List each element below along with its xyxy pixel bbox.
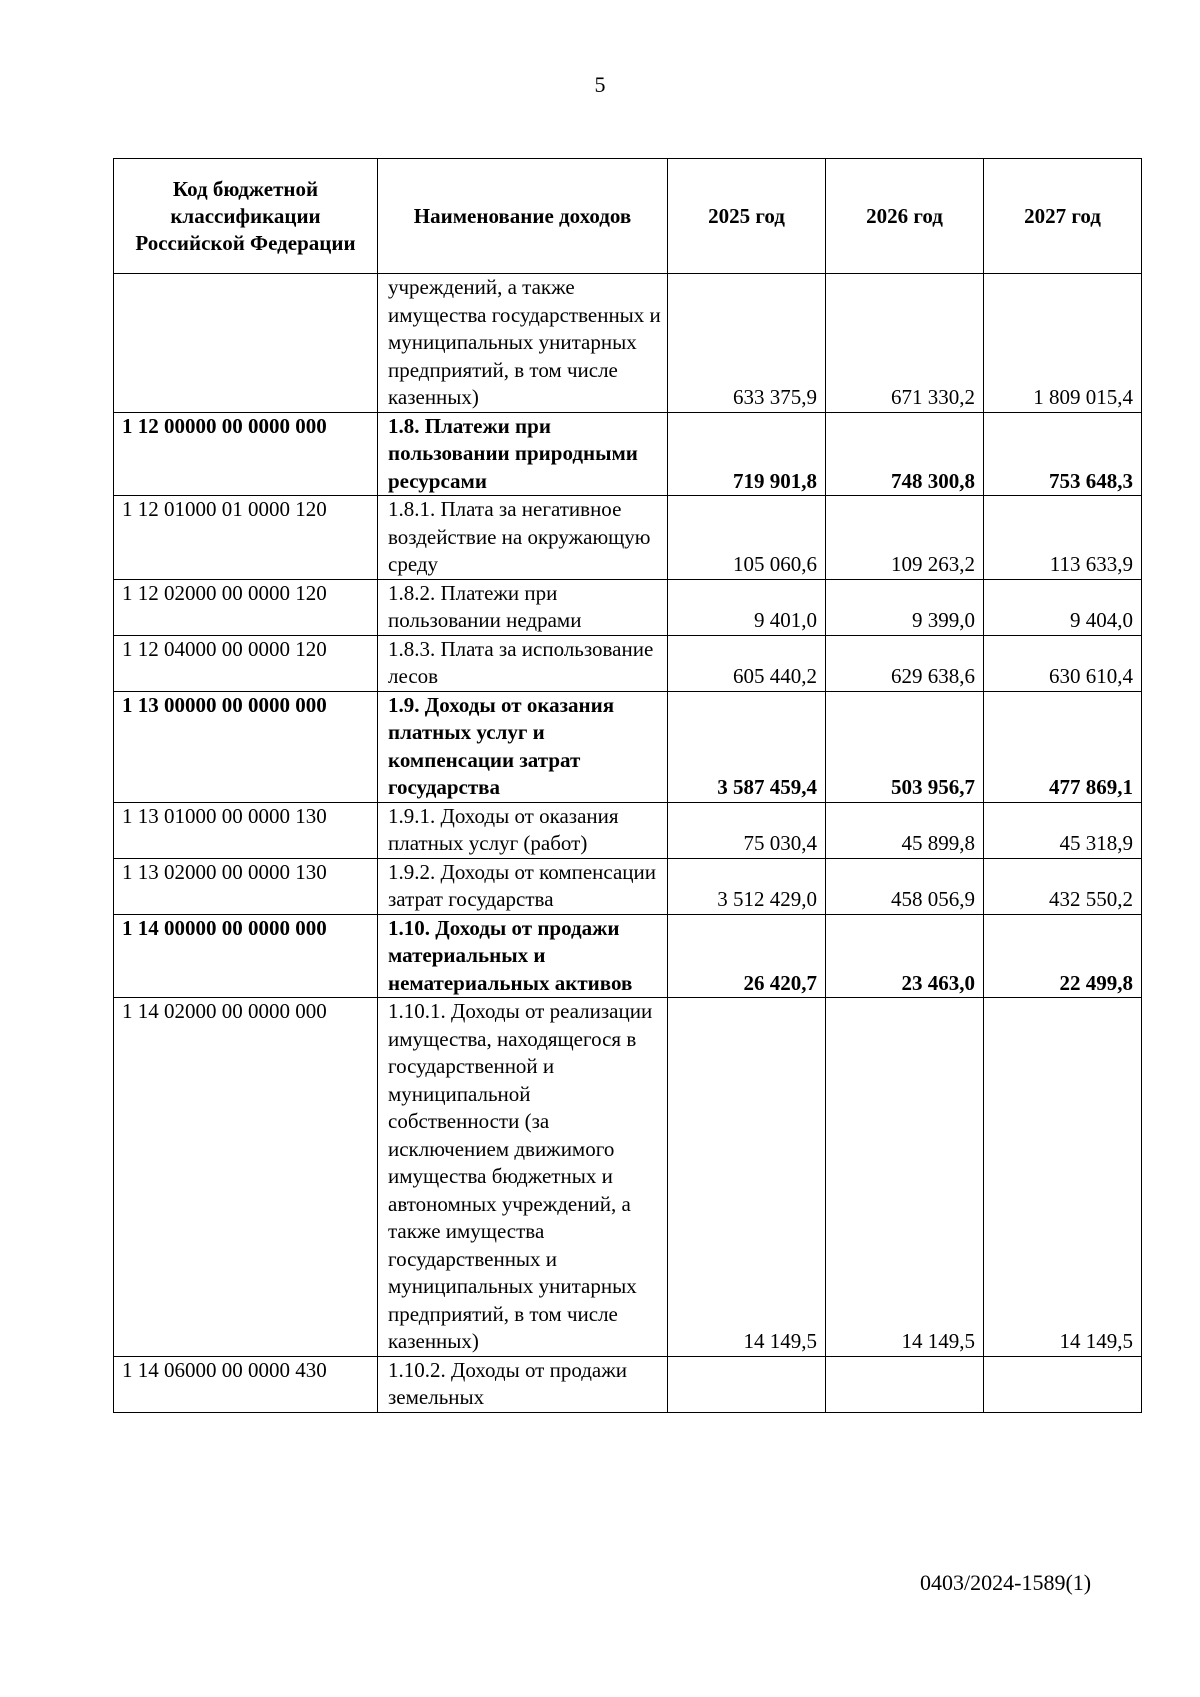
cell-code: 1 14 00000 00 0000 000 <box>114 914 378 998</box>
cell-2025: 605 440,2 <box>668 635 826 691</box>
table-header-row <box>114 159 1142 274</box>
cell-code: 1 12 00000 00 0000 000 <box>114 412 378 496</box>
cell-name: 1.8.2. Платежи при пользовании недрами <box>378 579 668 635</box>
table-row <box>114 412 1142 496</box>
cell-2025 <box>668 1356 826 1412</box>
cell-2027: 630 610,4 <box>984 635 1142 691</box>
cell-name: учреждений, а также имущества государственных и муниципальных унитарных предприятий, в том числе казенных) <box>378 274 668 413</box>
table-row <box>114 496 1142 580</box>
cell-2026 <box>826 1356 984 1412</box>
cell-2025: 9 401,0 <box>668 579 826 635</box>
cell-2027: 753 648,3 <box>984 412 1142 496</box>
table-row <box>114 802 1142 858</box>
cell-2026: 458 056,9 <box>826 858 984 914</box>
cell-name: 1.8.3. Плата за использование лесов <box>378 635 668 691</box>
cell-2026: 45 899,8 <box>826 802 984 858</box>
cell-2025: 105 060,6 <box>668 496 826 580</box>
table-row <box>114 858 1142 914</box>
cell-name: 1.9.2. Доходы от компенсации затрат государства <box>378 858 668 914</box>
document-id: 0403/2024-1589(1) <box>920 1570 1092 1595</box>
cell-2026: 23 463,0 <box>826 914 984 998</box>
cell-name: 1.9.1. Доходы от оказания платных услуг (работ) <box>378 802 668 858</box>
cell-2026: 9 399,0 <box>826 579 984 635</box>
cell-2027 <box>984 1356 1142 1412</box>
cell-code: 1 12 01000 01 0000 120 <box>114 496 378 580</box>
cell-code: 1 14 06000 00 0000 430 <box>114 1356 378 1412</box>
header-2027: 2027 год <box>984 159 1142 274</box>
cell-code: 1 13 02000 00 0000 130 <box>114 858 378 914</box>
cell-2027: 432 550,2 <box>984 858 1142 914</box>
cell-2025: 26 420,7 <box>668 914 826 998</box>
cell-2026: 671 330,2 <box>826 274 984 413</box>
cell-2026: 629 638,6 <box>826 635 984 691</box>
cell-code: 1 13 01000 00 0000 130 <box>114 802 378 858</box>
cell-2027: 1 809 015,4 <box>984 274 1142 413</box>
cell-2027: 477 869,1 <box>984 691 1142 802</box>
cell-2027: 14 149,5 <box>984 998 1142 1357</box>
page-number: 5 <box>594 72 606 97</box>
cell-code: 1 12 02000 00 0000 120 <box>114 579 378 635</box>
cell-2027: 45 318,9 <box>984 802 1142 858</box>
cell-2027: 22 499,8 <box>984 914 1142 998</box>
cell-2025: 719 901,8 <box>668 412 826 496</box>
header-2025: 2025 год <box>668 159 826 274</box>
cell-2025: 3 512 429,0 <box>668 858 826 914</box>
revenue-table <box>113 158 1142 1413</box>
cell-code: 1 14 02000 00 0000 000 <box>114 998 378 1357</box>
cell-2025: 14 149,5 <box>668 998 826 1357</box>
cell-name: 1.9. Доходы от оказания платных услуг и компенсации затрат государства <box>378 691 668 802</box>
cell-2025: 75 030,4 <box>668 802 826 858</box>
header-code: Код бюджетной классификации Российской Федерации <box>114 159 378 274</box>
cell-name: 1.10.1. Доходы от реализации имущества, находящегося в государственной и муниципальной собственности (за исключением движимого имущества бюджетных и автономных учреждений, а также имущества государственных и муниципальных унитарных предприятий, в том числе казенных) <box>378 998 668 1357</box>
header-2026: 2026 год <box>826 159 984 274</box>
header-name: Наименование доходов <box>378 159 668 274</box>
cell-name: 1.10.2. Доходы от продажи земельных <box>378 1356 668 1412</box>
cell-code: 1 13 00000 00 0000 000 <box>114 691 378 802</box>
table-row <box>114 274 1142 413</box>
cell-2027: 9 404,0 <box>984 579 1142 635</box>
cell-2026: 503 956,7 <box>826 691 984 802</box>
table-row <box>114 998 1142 1357</box>
cell-name: 1.8.1. Плата за негативное воздействие на окружающую среду <box>378 496 668 580</box>
cell-name: 1.8. Платежи при пользовании природными ресурсами <box>378 412 668 496</box>
cell-2025: 3 587 459,4 <box>668 691 826 802</box>
cell-2027: 113 633,9 <box>984 496 1142 580</box>
cell-code <box>114 274 378 413</box>
cell-name: 1.10. Доходы от продажи материальных и нематериальных активов <box>378 914 668 998</box>
cell-2026: 109 263,2 <box>826 496 984 580</box>
cell-code: 1 12 04000 00 0000 120 <box>114 635 378 691</box>
table-row <box>114 691 1142 802</box>
table-row <box>114 579 1142 635</box>
table-row <box>114 1356 1142 1412</box>
table-row <box>114 635 1142 691</box>
cell-2026: 748 300,8 <box>826 412 984 496</box>
cell-2025: 633 375,9 <box>668 274 826 413</box>
cell-2026: 14 149,5 <box>826 998 984 1357</box>
table-body <box>114 274 1142 1413</box>
table-row <box>114 914 1142 998</box>
